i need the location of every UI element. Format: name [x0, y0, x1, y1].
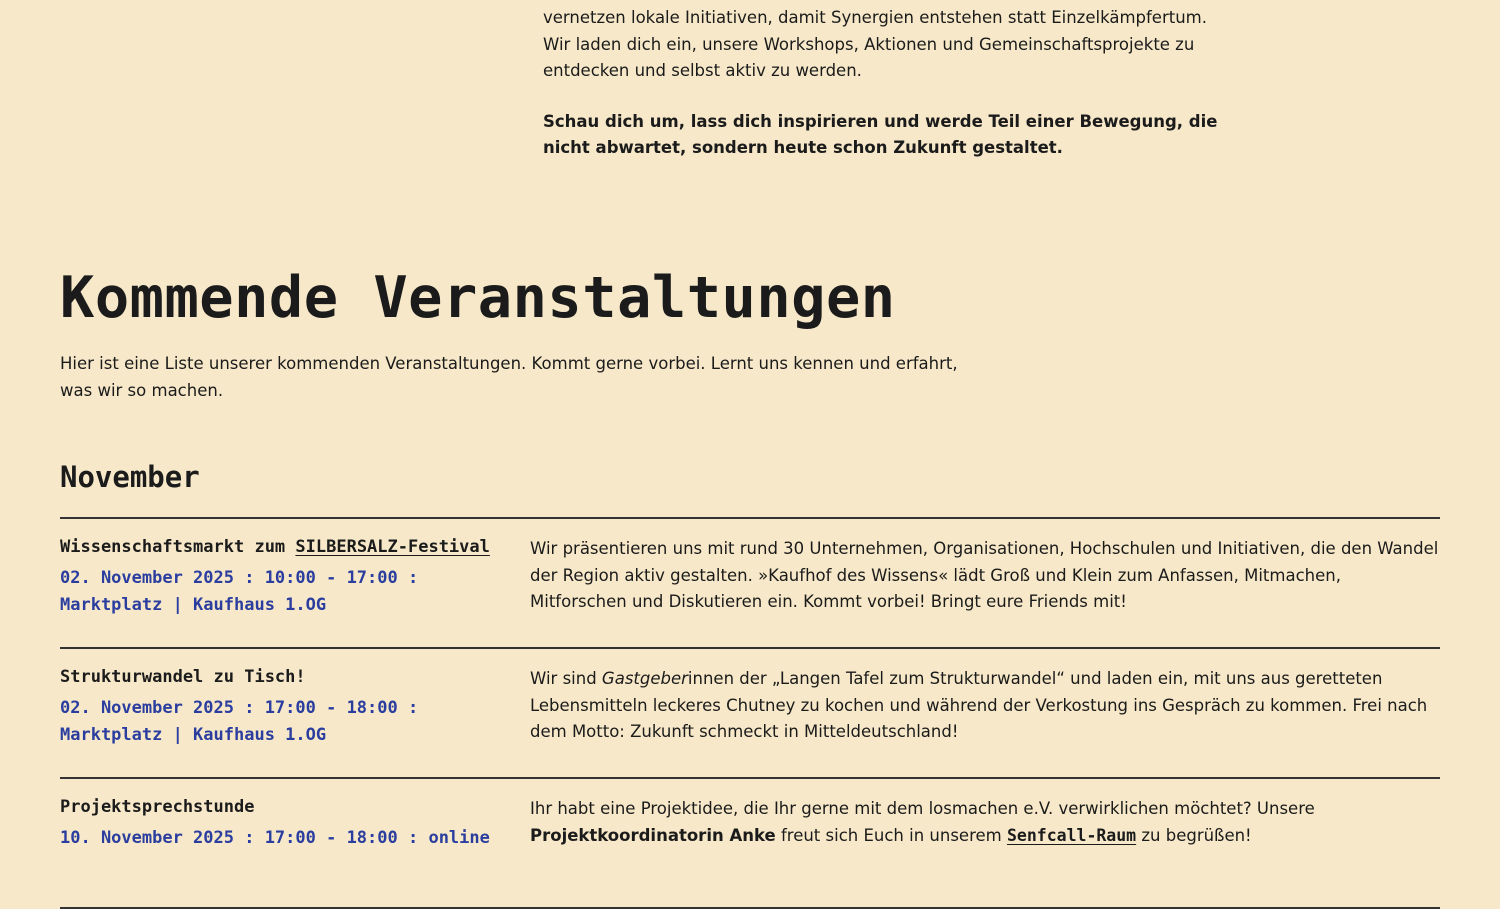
event-date-location: 02. November 2025 : 10:00 - 17:00 : Marktplatz | Kaufhaus 1.OG — [60, 568, 419, 615]
event-title: Strukturwandel zu Tisch! — [60, 667, 306, 687]
silbersalz-festival-link[interactable]: SILBERSALZ-Festival — [295, 537, 490, 557]
event-title: Projektsprechstunde — [60, 797, 255, 817]
event-date-location: 02. November 2025 : 17:00 - 18:00 : Marktplatz | Kaufhaus 1.OG — [60, 698, 419, 745]
event-description-text: zu begrüßen! — [1136, 825, 1252, 845]
events-lead-text: Hier ist eine Liste unserer kommenden Veranstaltungen. Kommt gerne vorbei. Lernt uns kennen und erfahrt, was wir so machen. — [60, 354, 958, 400]
event-date-location: 10. November 2025 : 17:00 - 18:00 : online — [60, 828, 490, 848]
event-item — [60, 517, 1440, 647]
event-description — [530, 796, 1440, 849]
event-info — [60, 665, 520, 748]
event-description-strong: Projektkoordinatorin Anke — [530, 825, 776, 845]
event-title — [60, 535, 520, 559]
event-description-text: innen der „Langen Tafel zum Strukturwandel“ und laden ein, mit uns aus geretteten Lebensmitteln leckeres Chutney zu kochen und während der Verkostung ins Gespräch zu kommen. Frei nach dem Motto: Zukunft schmeckt in Mitteldeutschland! — [530, 669, 1428, 741]
intro-callout: Schau dich um, lass dich inspirieren und werde Teil einer Bewegung, die nicht abwartet, sondern heute schon Zukunft gestaltet. — [543, 111, 1218, 157]
event-description — [530, 666, 1440, 746]
event-title-text: Wissenschaftsmarkt zum — [60, 537, 296, 557]
event-list — [60, 517, 1440, 909]
event-description-text: Wir sind — [530, 669, 602, 688]
intro-section — [543, 5, 1233, 162]
event-info — [60, 535, 520, 618]
event-info — [60, 795, 520, 852]
event-item — [60, 647, 1440, 777]
event-item — [60, 777, 1440, 907]
event-description: Wir präsentieren uns mit rund 30 Unternehmen, Organisationen, Hochschulen und Initiativen, die den Wandel der Region aktiv gestalten. »Kaufhof des Wissens« lädt Groß und Klein zum Anfassen, Mitmachen, Mitforschen und Diskutieren ein. Kommt vorbei! Bringt eure Friends mit! — [530, 539, 1439, 611]
month-heading: November — [60, 460, 200, 494]
intro-paragraph: vernetzen lokale Initiativen, damit Synergien entstehen statt Einzelkämpfertum. Wir laden dich ein, unsere Workshops, Aktionen und Gemeinschaftsprojekte zu entdecken und selbst aktiv zu werden. — [543, 8, 1207, 80]
event-description-text: Ihr habt eine Projektidee, die Ihr gerne mit dem losmachen e.V. verwirklichen möchtet? Unsere — [530, 799, 1315, 818]
events-heading: Kommende Veranstaltungen — [60, 265, 896, 331]
event-description-text: freut sich Euch in unserem — [775, 825, 1007, 845]
event-description-emphasis: Gastgeber — [601, 669, 688, 688]
senfcall-room-link[interactable]: Senfcall-Raum — [1006, 825, 1137, 845]
